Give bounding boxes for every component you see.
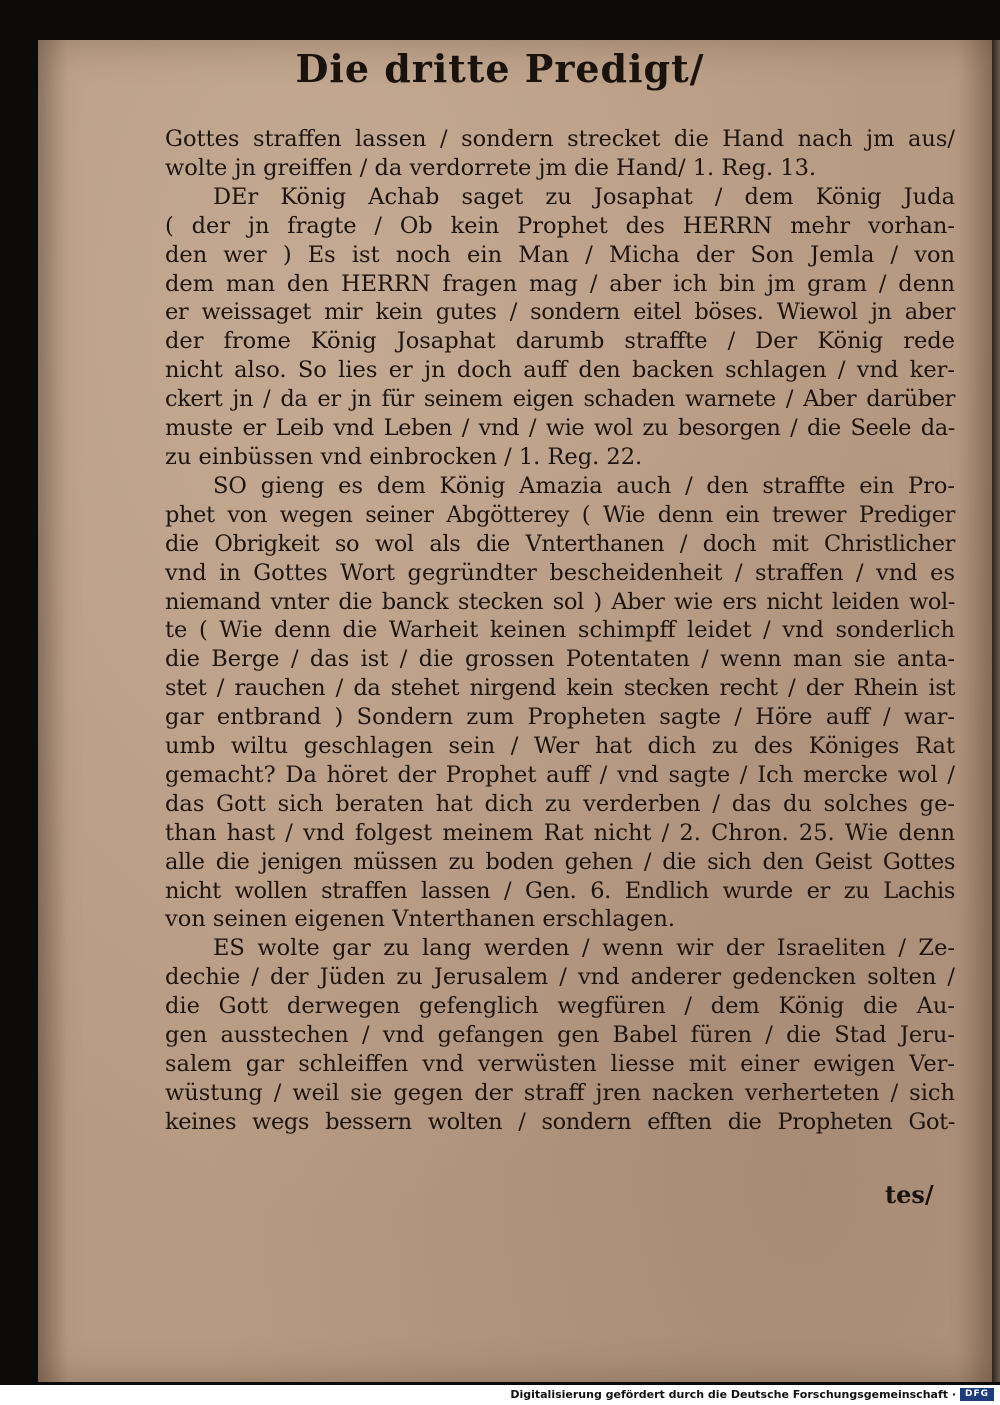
text-line: er weissaget mir kein gutes / sondern eitel böses. Wiewol jn aber <box>165 299 955 326</box>
text-line: ES wolte gar zu lang werden / wenn wir der Israeliten / Ze- <box>213 935 955 962</box>
funding-credit: Digitalisierung gefördert durch die Deutsche Forschungsgemeinschaft · <box>510 1388 956 1401</box>
text-line: die Berge / das ist / die grossen Potentaten / wenn man sie anta- <box>165 646 955 673</box>
text-line: zu einbüssen vnd einbrocken / 1. Reg. 22. <box>165 443 643 470</box>
text-line: DEr König Achab saget zu Josaphat / dem König Juda <box>213 183 955 210</box>
text-line: den wer ) Es ist noch ein Man / Micha der Son Jemla / von <box>165 241 955 268</box>
text-line: stet / rauchen / da stehet nirgend kein stecken recht / der Rhein ist <box>165 675 955 702</box>
text-line: gemacht? Da höret der Prophet auff / vnd sagte / Ich mercke wol / <box>165 761 955 788</box>
text-line: nicht wollen straffen lassen / Gen. 6. Endlich wurde er zu Lachis <box>165 877 955 904</box>
running-head: Die dritte Predigt/ <box>295 46 705 91</box>
text-line: ckert jn / da er jn für seinem eigen schaden warnete / Aber darüber <box>165 386 955 413</box>
text-line: Gottes straffen lassen / sondern strecket die Hand nach jm aus/ <box>165 126 955 152</box>
text-line: dem man den HERRN fragen mag / aber ich bin jm gram / denn <box>165 270 955 297</box>
text-line: nicht also. So lies er jn doch auff den backen schlagen / vnd ker- <box>165 357 955 384</box>
page-body-text <box>165 125 955 1137</box>
text-line: gen ausstechen / vnd gefangen gen Babel füren / die Stad Jeru- <box>165 1022 955 1049</box>
text-line: vnd in Gottes Wort gegründter bescheidenheit / straffen / vnd es <box>165 559 955 586</box>
text-line: SO gieng es dem König Amazia auch / den straffte ein Pro- <box>213 472 955 499</box>
text-line: ( der jn fragte / Ob kein Prophet des HERRN mehr vorhan- <box>165 212 955 239</box>
text-line: umb wiltu geschlagen sein / Wer hat dich zu des Königes Rat <box>165 733 955 760</box>
text-line: niemand vnter die banck stecken sol ) Aber wie ers nicht leiden wol- <box>165 588 955 615</box>
text-line: phet von wegen seiner Abgötterey ( Wie denn ein trewer Prediger <box>165 501 955 528</box>
text-line: salem gar schleiffen vnd verwüsten liesse mit einer ewigen Ver- <box>165 1051 955 1077</box>
text-line: dechie / der Jüden zu Jerusalem / vnd anderer gedencken solten / <box>165 964 955 991</box>
text-line: von seinen eigenen Vnterthanen erschlagen. <box>165 906 676 933</box>
text-line: der frome König Josaphat darumb straffte / Der König rede <box>165 328 955 355</box>
text-line: die Obrigkeit so wol als die Vnterthanen / doch mit Christlicher <box>165 530 955 557</box>
catchword: tes/ <box>885 1180 934 1209</box>
text-line: gar entbrand ) Sondern zum Propheten sagte / Höre auff / war- <box>165 704 955 731</box>
text-line: te ( Wie denn die Warheit keinen schimpff leidet / vnd sonderlich <box>165 617 955 644</box>
page-edge-shadow <box>992 40 1000 1382</box>
dfg-logo-icon: DFG <box>960 1388 994 1401</box>
text-line: die Gott derwegen gefenglich wegfüren / dem König die Au- <box>165 993 955 1020</box>
text-line: alle die jenigen müssen zu boden gehen / die sich den Geist Gottes <box>165 848 955 875</box>
text-line: wolte jn greiffen / da verdorrete jm die Hand/ 1. Reg. 13. <box>165 154 817 181</box>
text-line: muste er Leib vnd Leben / vnd / wie wol zu besorgen / die Seele da- <box>165 415 955 442</box>
text-line: keines wegs bessern wolten / sondern efften die Propheten Got- <box>165 1108 955 1135</box>
text-line: than hast / vnd folgest meinem Rat nicht / 2. Chron. 25. Wie denn <box>165 819 955 846</box>
text-line: das Gott sich beraten hat dich zu verderben / das du solches ge- <box>165 790 955 817</box>
text-line: wüstung / weil sie gegen der straff jren nacken verherteten / sich <box>165 1079 955 1106</box>
footer-bar <box>0 1385 1000 1405</box>
